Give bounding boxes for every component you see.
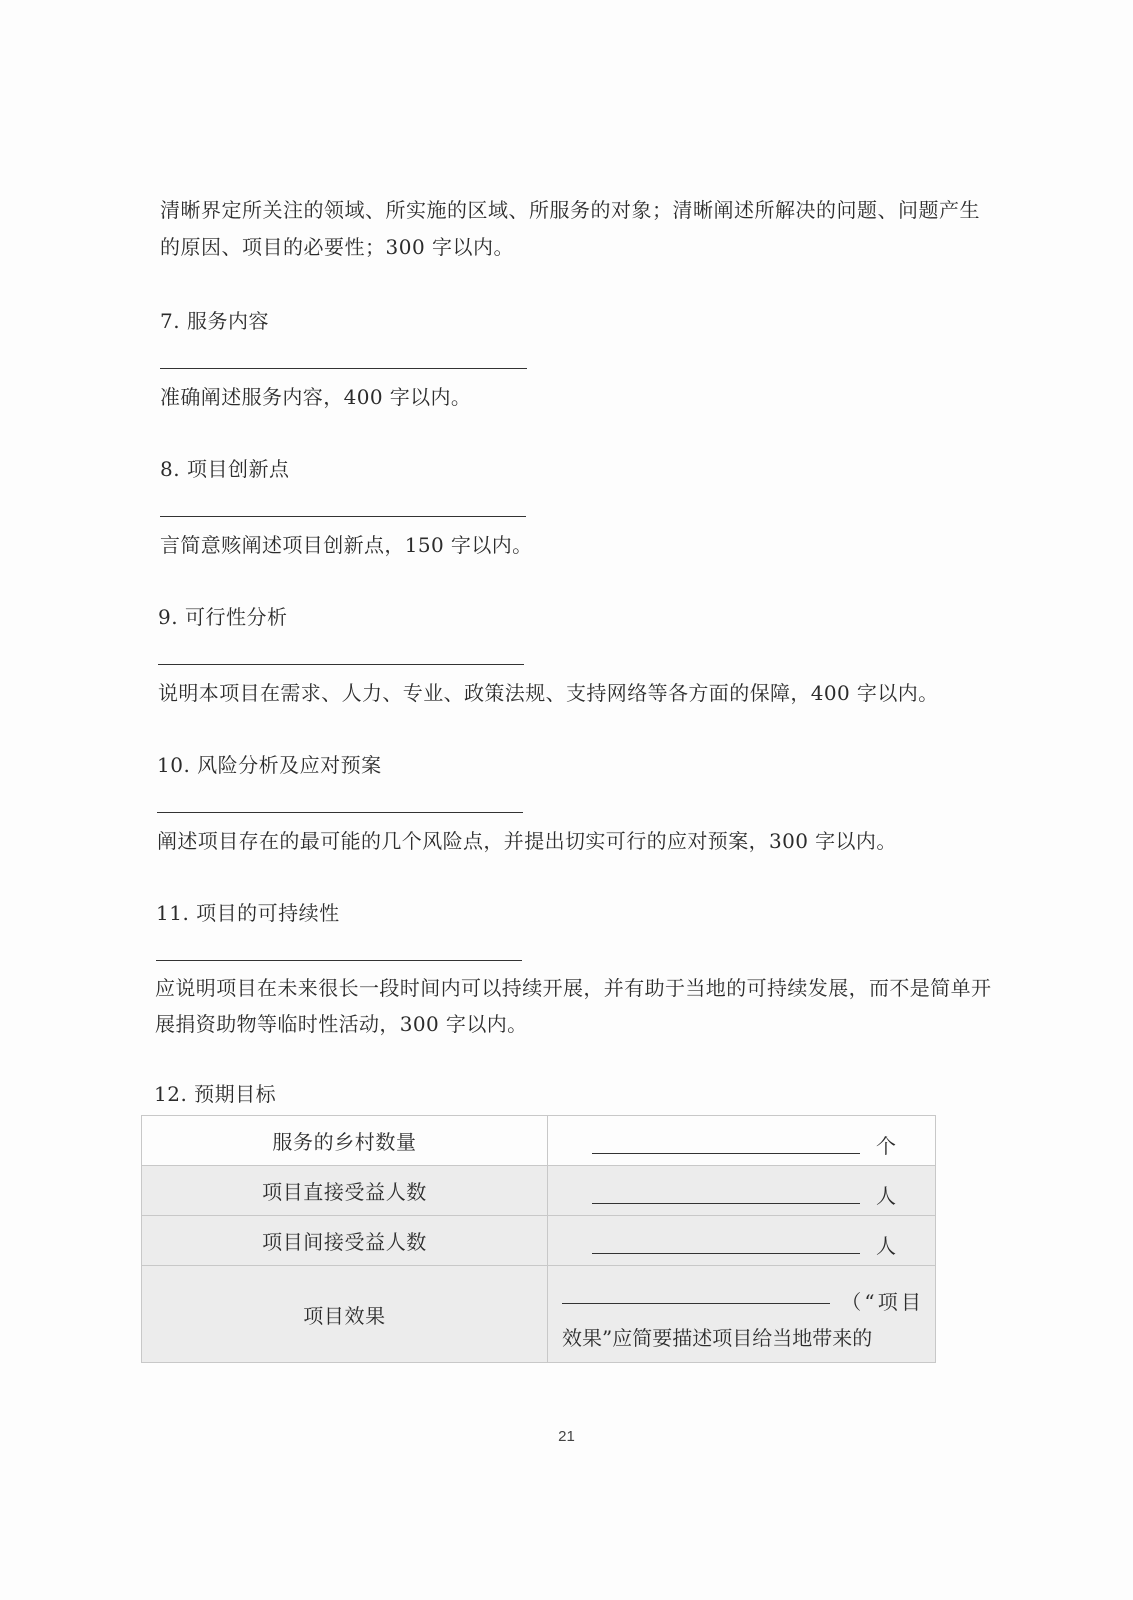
goal-label: 项目直接受益人数 [142,1166,548,1216]
goal-row-project-effect [142,1266,936,1363]
section-7-instruction: 准确阐述服务内容，400 字以内。 [160,385,472,409]
goal-fill-line [592,1253,860,1254]
goal-effect-text [548,1266,935,1362]
section-8-heading: 8. 项目创新点 [160,457,290,481]
goal-label: 项目效果 [142,1266,548,1363]
section-9-instruction: 说明本项目在需求、人力、专业、政策法规、支持网络等各方面的保障，400 字以内。 [158,681,939,705]
section-6-description: 清晰界定所关注的领域、所实施的区域、所服务的对象；清晰阐述所解决的问题、问题产生的原因、项目的必要性；300 字以内。 [160,198,980,259]
section-8-instruction: 言简意赅阐述项目创新点，150 字以内。 [160,533,533,557]
goal-effect-description: （“项目效果”应简要描述项目给当地带来的 [562,1290,921,1350]
goal-row-villages [142,1116,936,1166]
section-9-heading: 9. 可行性分析 [158,605,288,629]
section-11-heading: 11. 项目的可持续性 [156,901,340,925]
goal-value-cell [548,1116,936,1166]
goal-unit: 人 [876,1184,896,1208]
section-10-heading: 10. 风险分析及应对预案 [157,753,382,777]
page-number: 21 [558,1428,575,1445]
goal-value-cell [548,1266,936,1363]
section-12-heading: 12. 预期目标 [154,1082,277,1106]
section-10-fill-line [157,812,523,813]
goal-value-cell [548,1166,936,1216]
section-11-fill-line [156,960,522,961]
goal-label: 项目间接受益人数 [142,1216,548,1266]
section-10-instruction: 阐述项目存在的最可能的几个风险点，并提出切实可行的应对预案，300 字以内。 [157,829,897,853]
goal-fill-line [562,1303,830,1304]
goal-unit: 个 [876,1134,896,1158]
section-7-heading: 7. 服务内容 [160,309,269,333]
goal-label: 服务的乡村数量 [142,1116,548,1166]
section-8-fill-line [160,516,526,517]
expected-goals-table [141,1115,936,1363]
goal-value-cell [548,1216,936,1266]
goal-fill-line [592,1153,860,1154]
section-7-fill-line [160,368,527,369]
goal-fill-line [592,1203,860,1204]
section-11-instruction: 应说明项目在未来很长一段时间内可以持续开展，并有助于当地的可持续发展，而不是简单开展捐资助物等临时性活动，300 字以内。 [155,976,992,1036]
goal-unit: 人 [876,1234,896,1258]
goal-row-direct-beneficiaries [142,1166,936,1216]
section-9-fill-line [158,664,524,665]
goal-row-indirect-beneficiaries [142,1216,936,1266]
